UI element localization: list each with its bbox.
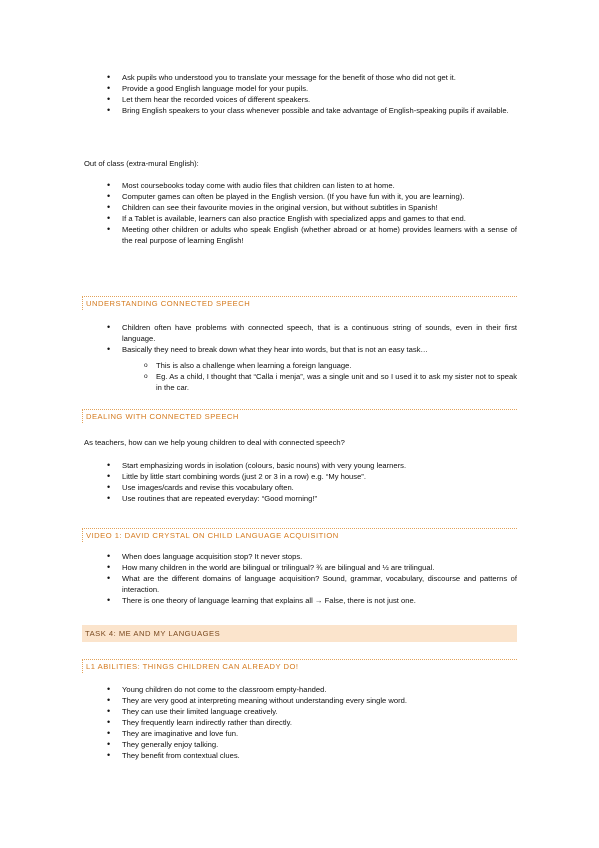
list-item: • They frequently learn indirectly rather than directly. [122,717,517,728]
list-item: • Ask pupils who understood you to translate your message for the benefit of those who did not get it. [122,72,517,83]
list-item: • They benefit from contextual clues. [122,750,517,761]
out-of-class-label: Out of class (extra-mural English): [84,159,199,168]
list-item: • Use images/cards and revise this vocabulary often. [122,482,517,493]
list-item: • Children can see their favourite movies in the original version, but without subtitles in Spanish! [122,202,517,213]
list-item: • Children often have problems with connected speech, that is a continuous string of sounds, even in their first language. [122,322,517,344]
list-item: • Bring English speakers to your class whenever possible and take advantage of English-speaking pupils if available. [122,105,517,116]
bullet-list-l1-abilities [122,684,517,761]
list-item: • Let them hear the recorded voices of different speakers. [122,94,517,105]
bullet-list-dealing [122,460,517,504]
list-item: • There is one theory of language learning that explains all → False, there is not just one. [122,595,517,606]
dealing-question: As teachers, how can we help young children to deal with connected speech? [84,438,345,447]
bullet-list-out-of-class [122,180,517,246]
list-item: • Young children do not come to the classroom empty-handed. [122,684,517,695]
list-item: • They can use their limited language creatively. [122,706,517,717]
bullet-list-connected-speech [122,322,517,355]
list-item: • If a Tablet is available, learners can also practice English with specialized apps and games to that end. [122,213,517,224]
sub-list-item: o This is also a challenge when learning a foreign language. [156,360,517,371]
heading-dealing-connected-speech: DEALING WITH CONNECTED SPEECH [82,409,517,423]
sub-list-connected-speech [156,360,517,393]
list-item: • How many children in the world are bilingual or trilingual? ¾ are bilingual and ½ are trilingual. [122,562,517,573]
list-item: • Meeting other children or adults who speak English (whether abroad or at home) provides learners with a sense of the real purpose of learning English! [122,224,517,246]
heading-video-1: VIDEO 1: DAVID CRYSTAL ON CHILD LANGUAGE ACQUISITION [82,528,517,542]
list-item: • Little by little start combining words (just 2 or 3 in a row) e.g. “My house”. [122,471,517,482]
list-item: • They are imaginative and love fun. [122,728,517,739]
list-item: • Use routines that are repeated everyday: “Good morning!” [122,493,517,504]
bullet-list-top [122,72,517,116]
bullet-list-video [122,551,517,606]
list-item: • Most coursebooks today come with audio files that children can listen to at home. [122,180,517,191]
list-item: • When does language acquisition stop? It never stops. [122,551,517,562]
heading-l1-abilities: L1 ABILITIES: THINGS CHILDREN CAN ALREADY DO! [82,659,517,673]
heading-connected-speech: UNDERSTANDING CONNECTED SPEECH [82,296,517,310]
list-item: • Start emphasizing words in isolation (colours, basic nouns) with very young learners. [122,460,517,471]
list-item: • They are very good at interpreting meaning without understanding every single word. [122,695,517,706]
list-item: • They generally enjoy talking. [122,739,517,750]
list-item: • Basically they need to break down what they hear into words, but that is not an easy task… [122,344,517,355]
list-item: • Computer games can often be played in the English version. (If you have fun with it, you are learning). [122,191,517,202]
list-item: • Provide a good English language model for your pupils. [122,83,517,94]
list-item: • What are the different domains of language acquisition? Sound, grammar, vocabulary, discourse and patterns of interaction. [122,573,517,595]
heading-task-4: TASK 4: ME AND MY LANGUAGES [82,625,517,642]
sub-list-item: o Eg. As a child, I thought that “Calla i menja”, was a single unit and so I used it to ask my sister not to speak in the car. [156,371,517,393]
